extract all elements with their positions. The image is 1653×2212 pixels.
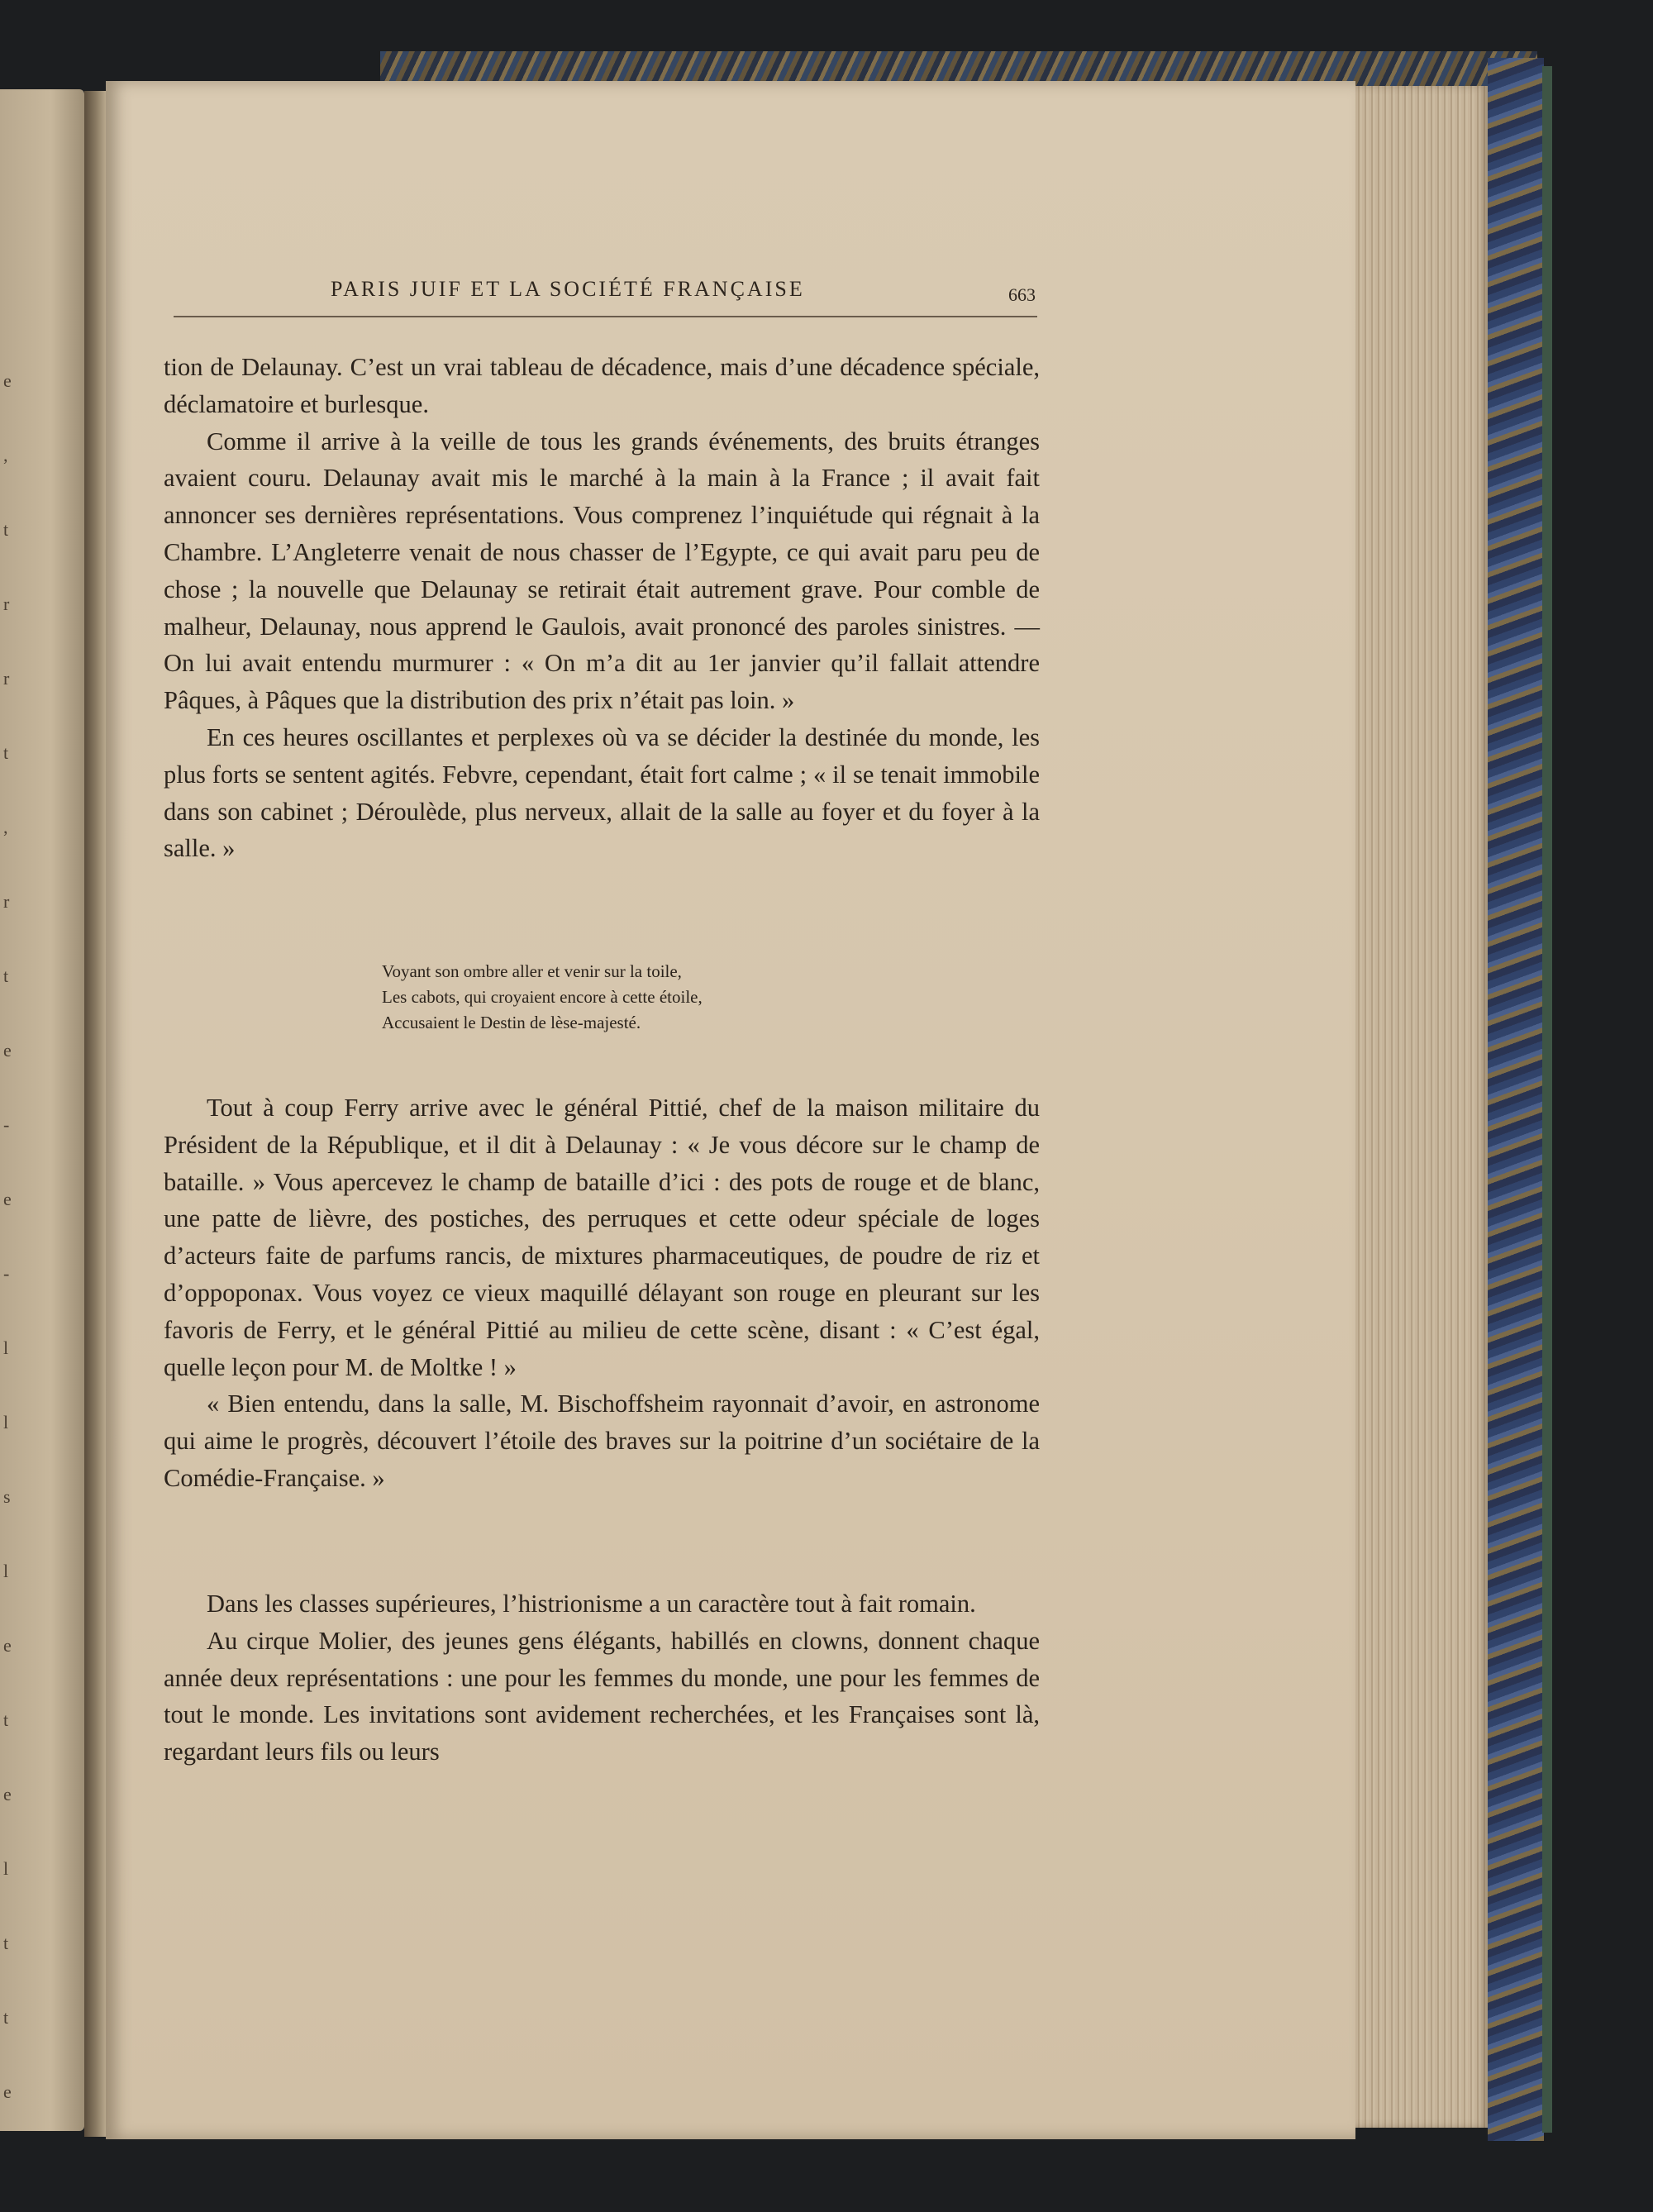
left-page-fragment: t bbox=[3, 965, 9, 986]
header-rule bbox=[174, 316, 1037, 317]
verse-line: Voyant son ombre aller et venir sur la toile, bbox=[382, 961, 682, 981]
paragraph: Comme il arrive à la veille de tous les grands événements, des bruits étranges avaient couru. Delaunay avait mis le marché à la main à la France ; il avait fait annoncer ses dernières représentations. Vous comprenez l’inquiétude qui régnait à la Chambre. L’Angleterre venait de nous chasser de l’Egypte, ce qui avait paru peu de chose ; la nouvelle que Delaunay se retirait était autrement grave. Pour comble de malheur, Delaunay, nous apprend le Gaulois, avait prononcé des paroles sinistres. — On lui avait entendu murmurer : « On m’a dit au 1er janvier qu’il fallait attendre Pâques, à Pâques que la distribution des prix n’était pas loin. » bbox=[164, 427, 1040, 715]
paragraph: Dans les classes supérieures, l’histrionisme a un caractère tout à fait romain. bbox=[207, 1590, 976, 1618]
page-number: 663 bbox=[1008, 284, 1036, 305]
verse-quote bbox=[382, 959, 878, 1036]
paragraph: En ces heures oscillantes et perplexes où va se décider la destinée du monde, les plus forts se sentent agités. Febvre, cependant, était fort calme ; « il se tenait immobile dans son cabinet ; Déroulède, plus nerveux, allait de la salle au foyer et du foyer à la salle. » bbox=[164, 722, 1040, 863]
left-page-fragment: s bbox=[3, 1486, 11, 1507]
left-page-fragment: l bbox=[3, 1337, 9, 1358]
body-block-1 bbox=[164, 349, 1040, 867]
left-page-fragment: r bbox=[3, 594, 10, 614]
left-page-edge bbox=[0, 89, 84, 2131]
left-page-fragment: - bbox=[3, 1114, 10, 1135]
left-page-fragment: , bbox=[3, 445, 8, 465]
left-page-fragment: t bbox=[3, 742, 9, 763]
left-page-fragment: e bbox=[3, 1635, 12, 1656]
running-title: PARIS JUIF ET LA SOCIÉTÉ FRANÇAISE bbox=[331, 277, 805, 301]
left-page-fragment: e bbox=[3, 1040, 12, 1061]
left-page-fragment: l bbox=[3, 1412, 9, 1433]
binding-edge bbox=[1542, 66, 1552, 2133]
body-block-3 bbox=[164, 1585, 1040, 1771]
body-block-2 bbox=[164, 1089, 1040, 1497]
left-page-fragment: r bbox=[3, 668, 10, 689]
page-stack-edge bbox=[1355, 86, 1488, 2128]
paragraph: Au cirque Molier, des jeunes gens élégants, habillés en clowns, donnent chaque année deux représentations : une pour les femmes du monde, une pour les femmes de tout le monde. Les invitations sont avidement recherchées, et les Françaises sont là, regardant leurs fils ou leurs bbox=[164, 1626, 1040, 1766]
left-page-fragment: e bbox=[3, 2081, 12, 2102]
left-page-fragment: e bbox=[3, 370, 12, 391]
left-page-fragment: t bbox=[3, 2007, 9, 2028]
paragraph: tion de Delaunay. C’est un vrai tableau de décadence, mais d’une décadence spéciale, déclamatoire et burlesque. bbox=[164, 353, 1040, 418]
left-page-fragment: l bbox=[3, 1858, 9, 1879]
marbled-binding-side bbox=[1488, 58, 1544, 2141]
left-page-fragment: t bbox=[3, 519, 9, 540]
left-page-fragment: t bbox=[3, 1709, 9, 1730]
left-page-fragment: e bbox=[3, 1189, 12, 1209]
left-page-fragment: - bbox=[3, 1263, 10, 1284]
left-page-fragment: l bbox=[3, 1561, 9, 1581]
verse-line: Les cabots, qui croyaient encore à cette étoile, bbox=[382, 987, 703, 1007]
verse-line: Accusaient le Destin de lèse-majesté. bbox=[382, 1013, 641, 1032]
left-page-fragment: r bbox=[3, 891, 10, 912]
book-gutter bbox=[84, 91, 106, 2137]
left-page-fragment: , bbox=[3, 817, 8, 837]
paragraph: « Bien entendu, dans la salle, M. Bischoffsheim rayonnait d’avoir, en astronome qui aime le progrès, découvert l’étoile des braves sur la poitrine d’un sociétaire de la Comédie-Française. » bbox=[164, 1390, 1040, 1492]
paragraph: Tout à coup Ferry arrive avec le général Pittié, chef de la maison militaire du Président de la République, et il dit à Delaunay : « Je vous décore sur le champ de bataille. » Vous apercevez le champ de bataille d’ici : des pots de rouge et de blanc, une patte de lièvre, des postiches, des perruques et cette odeur spéciale de loges d’acteurs faite de parfums rancis, de mixtures pharmaceutiques, de poudre de riz et d’oppoponax. Vous voyez ce vieux maquillé délayant son rouge en pleurant sur les favoris de Ferry, et le général Pittié au milieu de cette scène, disant : « C’est égal, quelle leçon pour M. de Moltke ! » bbox=[164, 1094, 1040, 1381]
left-page-fragment: e bbox=[3, 1784, 12, 1804]
left-page-fragment: t bbox=[3, 1933, 9, 1953]
